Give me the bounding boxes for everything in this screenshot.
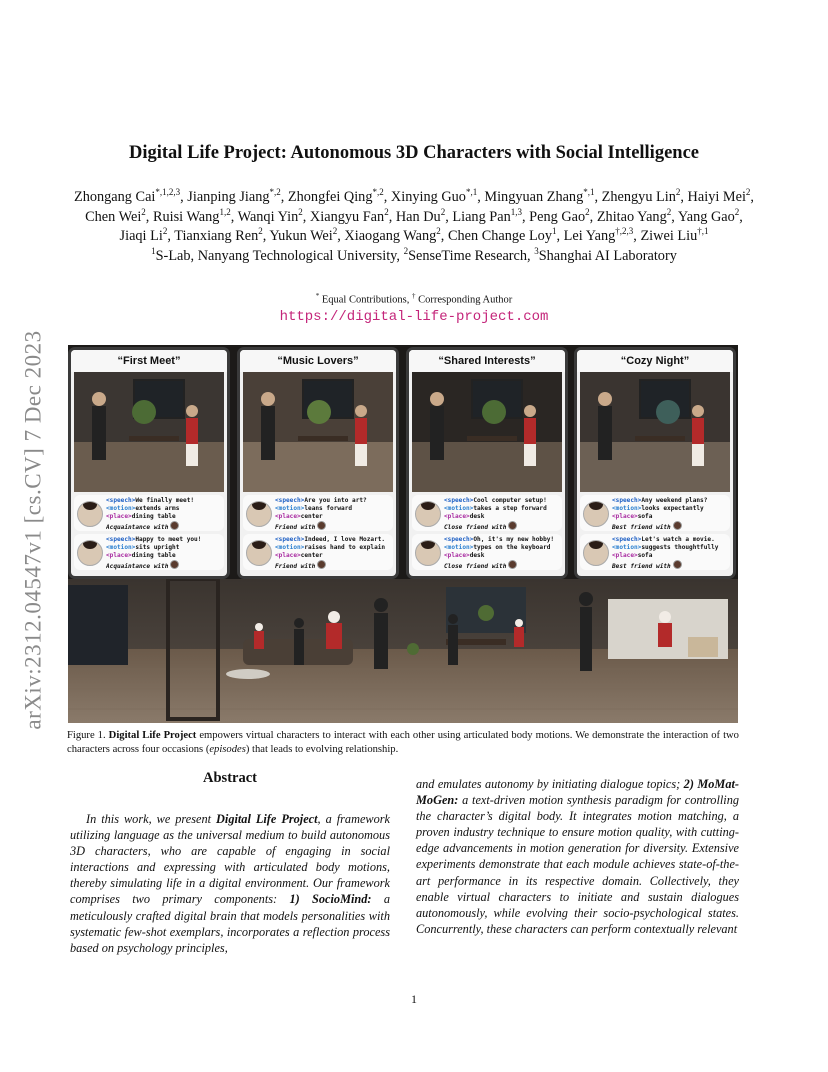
affiliation-text: S-Lab, Nanyang Technological University, [155,247,404,264]
author-separator: , [180,189,188,205]
author-separator: , [262,228,270,244]
speech-tag: <speech> [106,497,136,504]
speech-text: Are you into art? [304,497,367,504]
caption-episodes: episodes [209,744,246,755]
affiliation-text: Shanghai AI Laboratory [538,247,677,264]
overview-scene-image [68,579,738,723]
episode-scene-image [412,372,562,492]
place-tag: <place> [612,513,638,520]
episode-title: “Cozy Night” [577,350,733,372]
author-affiliation-mark: 2 [384,206,389,217]
author-separator: , [145,208,153,225]
author-affiliation-mark: *,2 [269,187,281,198]
dialogue-lines [612,497,728,532]
dialogue-lines [106,497,222,532]
project-url[interactable]: https://digital-life-project.com [279,309,549,325]
author-affiliation-mark: *,2 [372,187,384,198]
author-separator: , [445,208,453,225]
speech-line [275,497,391,505]
relationship-line [444,521,560,532]
affiliation-mark: 2 [403,245,409,256]
author-separator: , [383,189,391,205]
dialogue-turn [580,534,730,570]
character-avatar [77,540,103,566]
author-affiliation-mark: 2 [745,187,751,198]
author-affiliation-mark: 2 [734,206,740,217]
abstract-component-2: 2) MoMat-MoGen: [416,777,739,808]
dialogue-turn [412,534,562,570]
abstract-paragraph-left [70,811,390,956]
episode-title: “Music Lovers” [240,350,396,372]
place-tag: <place> [612,552,638,559]
place-line [444,552,560,560]
place-tag: <place> [444,552,470,559]
dialogue-lines [106,536,222,571]
place-line [106,552,222,560]
author-affiliation-mark: 2 [141,206,146,217]
author-separator: , [388,208,396,225]
author-affiliation-mark: 1 [551,226,557,237]
relationship-line [275,521,391,532]
character-face-icon [170,560,179,569]
relationship-line [612,560,728,571]
motion-text: raises hand to explain [304,544,386,551]
speech-line [106,497,222,505]
character-avatar [583,540,609,566]
relationship-text: Acquaintance with [106,563,169,570]
motion-line [106,544,222,552]
contribution-note [60,292,768,306]
author-affiliation-mark: 1,3 [510,206,522,217]
author-name: Xinying Guo [390,189,466,205]
corr-note: Corresponding Author [415,294,513,306]
speech-text: Happy to meet you! [135,536,202,543]
place-line [444,513,560,521]
place-line [275,513,391,521]
author-affiliation-mark: *,1 [583,187,595,198]
author-separator: , [589,208,597,225]
speech-line [106,536,222,544]
speech-tag: <speech> [444,497,474,504]
motion-tag: <motion> [612,505,642,512]
character-avatar [77,501,103,527]
dialogue-turn [243,534,393,570]
motion-line [444,544,560,552]
speech-line [275,536,391,544]
speech-tag: <speech> [444,536,474,543]
author-name: Tianxiang Ren [174,228,259,244]
author-affiliation-mark: *,1 [465,187,478,198]
relationship-text: Friend with [275,524,316,531]
motion-text: takes a step forward [473,505,547,512]
author-name: Chen Change Loy [447,228,552,244]
abstract-left-column [70,770,390,956]
speech-text: Indeed, I love Mozart. [304,536,386,543]
abstract-component-1: 1) SocioMind: [289,892,372,907]
relationship-text: Close friend with [444,524,507,531]
paper-title: Digital Life Project: Autonomous 3D Characters with Social Intelligence [129,143,699,163]
dialogue-lines [444,536,560,571]
author-name: Wanqi Yin [237,208,299,225]
relationship-text: Acquaintance with [106,524,169,531]
author-name: Chen Wei [85,208,142,225]
speech-line [612,497,728,505]
speech-tag: <speech> [275,536,305,543]
speech-tag: <speech> [275,497,305,504]
author-separator: , [337,228,345,244]
author-name: Han Du [395,208,441,225]
author-name: Liang Pan [452,208,511,225]
episode-scene-image [74,372,224,492]
motion-tag: <motion> [106,505,136,512]
author-name: Zhitao Yang [596,208,667,225]
affiliation-text: SenseTime Research, [408,247,535,264]
character-avatar [583,501,609,527]
relationship-line [106,560,222,571]
page-number: 1 [411,992,417,1006]
motion-text: extends arms [135,505,180,512]
author-name: Zhengyu Lin [601,189,676,205]
author-separator: , [280,189,288,205]
place-tag: <place> [444,513,470,520]
caption-text-2: ) that leads to evolving relationship. [245,744,399,755]
episode-title: “Shared Interests” [409,350,565,372]
author-name: Zhongang Cai [73,189,156,205]
character-face-icon [508,560,517,569]
character-avatar [415,540,441,566]
episode-scene-image [243,372,393,492]
place-line [612,513,728,521]
author-affiliation-mark: †,2,3 [615,226,634,237]
author-names [70,188,758,247]
character-avatar [246,501,272,527]
author-name: Ruisi Wang [152,208,220,225]
motion-text: types on the keyboard [473,544,551,551]
dialogue-turn [580,495,730,531]
motion-tag: <motion> [275,544,305,551]
author-name: Xiaogang Wang [344,228,437,244]
speech-text: Cool computer setup! [473,497,547,504]
motion-line [106,505,222,513]
speech-tag: <speech> [106,536,136,543]
relationship-text: Best friend with [612,563,671,570]
speech-line [444,497,560,505]
motion-text: leans forward [304,505,353,512]
place-text: dining table [131,552,176,559]
author-separator: , [556,228,564,244]
place-tag: <place> [275,552,301,559]
character-face-icon [317,560,326,569]
relationship-text: Friend with [275,563,316,570]
relationship-line [275,560,391,571]
author-affiliation-mark: 2 [298,206,303,217]
author-name: Haiyi Mei [687,189,746,205]
motion-tag: <motion> [275,505,305,512]
relationship-text: Best friend with [612,524,671,531]
author-affiliation-mark: 2 [440,206,446,217]
motion-line [612,544,728,552]
author-name: Jianping Jiang [187,189,270,205]
motion-text: looks expectantly [641,505,704,512]
place-text: sofa [637,552,653,559]
author-affiliation-mark: 2 [258,226,263,237]
episode-title: “First Meet” [71,350,227,372]
corr-mark: † [411,292,416,300]
author-affiliation-mark: 2 [436,226,441,237]
speech-tag: <speech> [612,497,642,504]
place-text: sofa [637,513,653,520]
place-tag: <place> [106,552,132,559]
author-affiliation-mark: *,1,2,3 [155,187,181,198]
character-face-icon [673,560,682,569]
speech-text: Any weekend plans? [641,497,708,504]
character-face-icon [317,521,326,530]
motion-line [444,505,560,513]
episode-panel [574,347,736,579]
author-separator: , [633,228,641,244]
abstract-text: a text-driven motion synthesis paradigm for controlling the character’s digital body. It integrates motion matching, a proven industry technique to ensure motion quality, with cutting-edge advancements in motion generation for diversity. Extensive experiments demonstrate that each module achieves state-of-the-art performance in its respective domain. Collectively, they enable virtual characters to initiate and sustain dialogues autonomously, while evolving their socio-psychological states. Concurrently, these characters can perform contextually relevant [416,793,739,936]
speech-line [444,536,560,544]
author-affiliation-mark: †,1 [697,226,709,237]
motion-line [275,544,391,552]
dialogue-turn [243,495,393,531]
motion-text: suggests thoughtfully [641,544,719,551]
abstract-text: In this work, we present [86,812,217,826]
episode-panel [237,347,399,579]
episode-panel [406,347,568,579]
place-text: center [300,552,323,559]
character-avatar [415,501,441,527]
figure-caption [67,729,739,757]
equal-note: Equal Contributions, [319,294,412,306]
affiliation-mark: 3 [534,245,539,256]
author-separator: , [167,228,175,244]
author-name: Mingyuan Zhang [484,189,584,205]
author-name: Peng Gao [529,208,586,225]
place-line [612,552,728,560]
place-tag: <place> [275,513,301,520]
motion-tag: <motion> [612,544,642,551]
dialogue-lines [612,536,728,571]
dialogue-turn [74,495,224,531]
caption-text-1: empowers virtual characters to interact with each other using articulated body motions. We demonstrate the interaction of two characters across four occasions ( [67,730,739,755]
speech-text: Oh, it's my new hobby! [473,536,555,543]
relationship-line [106,521,222,532]
speech-text: Let's watch a movie. [641,536,715,543]
abstract-right-column [416,776,739,937]
author-separator: , [440,228,448,244]
figure-1 [68,345,738,723]
author-affiliation-mark: 2 [585,206,590,217]
motion-line [612,505,728,513]
motion-tag: <motion> [444,544,474,551]
place-text: desk [469,552,485,559]
character-face-icon [170,521,179,530]
place-line [106,513,222,521]
author-separator: , [680,189,688,205]
abstract-heading: Abstract [203,770,257,786]
episode-panels [68,347,738,579]
place-text: desk [469,513,485,520]
character-face-icon [508,521,517,530]
author-name: Ziwei Liu [640,228,698,244]
author-separator: , [522,208,530,225]
caption-label: Figure 1. [67,730,106,741]
motion-tag: <motion> [444,505,474,512]
abstract-text: , a framework utilizing language as the universal medium to build autonomous 3D characters, who are capable of engaging in social interactions and expressing with articulated body motions, thereby simulating life in a digital environment. Our framework comprises two primary components: [70,812,391,907]
author-separator: , [302,208,310,225]
place-tag: <place> [106,513,132,520]
dialogue-lines [275,497,391,532]
episode-scene-image [580,372,730,492]
arxiv-stamp-text: arXiv:2312.04547v1 [cs.CV] 7 Dec 2023 [21,330,46,730]
author-name: Zhongfei Qing [287,189,373,205]
author-affiliation-mark: 2 [675,187,681,198]
relationship-text: Close friend with [444,563,507,570]
author-name: Xiangyu Fan [309,208,385,225]
affiliations [70,247,758,267]
abstract-text: and emulates autonomy by initiating dialogue topics; [416,777,684,791]
author-name: Lei Yang [563,228,616,244]
author-name: Yang Gao [677,208,735,225]
author-affiliation-mark: 2 [332,226,338,237]
author-list [70,188,758,266]
caption-project-name: Digital Life Project [108,730,197,741]
affiliation-mark: 1 [151,245,156,256]
relationship-line [444,560,560,571]
equal-mark: * [315,292,320,300]
speech-line [612,536,728,544]
abstract-paragraph-right [416,776,739,937]
author-affiliation-mark: 2 [666,206,672,217]
dialogue-turn [74,534,224,570]
motion-tag: <motion> [106,544,136,551]
author-affiliation-mark: 2 [162,226,168,237]
author-separator: , [750,189,754,205]
author-name: Yukun Wei [269,228,333,244]
author-separator: , [671,208,678,225]
author-separator: , [594,189,602,205]
dialogue-lines [444,497,560,532]
character-face-icon [673,521,682,530]
place-text: center [300,513,323,520]
dialogue-turn [412,495,562,531]
author-separator: , [477,189,485,205]
place-line [275,552,391,560]
motion-line [275,505,391,513]
abstract-text: a meticulously crafted digital brain that models personalities with systematic few-shot exemplars, incorporates a reflection process based on psychology principles, [70,892,390,955]
arxiv-stamp [14,295,54,765]
place-text: dining table [131,513,176,520]
author-separator: , [230,208,238,225]
author-name: Jiaqi Li [119,228,163,244]
motion-text: sits upright [135,544,180,551]
author-separator: , [739,208,743,225]
author-affiliation-mark: 1,2 [219,206,231,217]
speech-text: We finally meet! [135,497,195,504]
dialogue-lines [275,536,391,571]
speech-tag: <speech> [612,536,642,543]
abstract-project-name: Digital Life Project [216,812,318,826]
episode-panel [68,347,230,579]
character-avatar [246,540,272,566]
relationship-line [612,521,728,532]
